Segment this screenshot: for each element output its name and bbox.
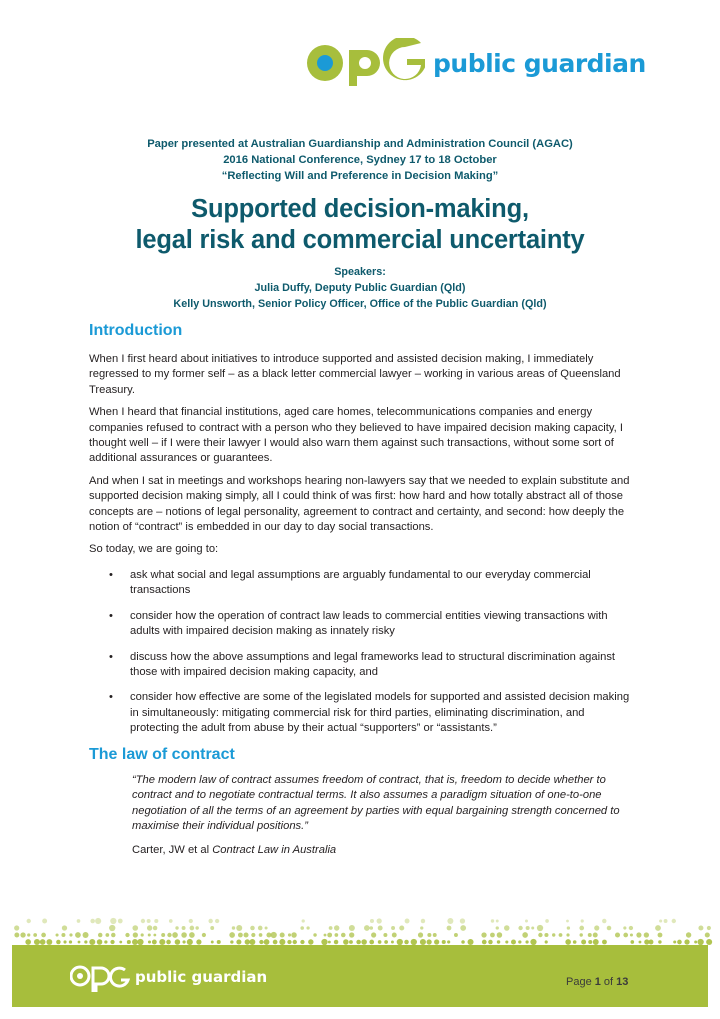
- footer-dot: [84, 940, 87, 943]
- footer-dot: [111, 933, 115, 937]
- footer-dot: [602, 919, 606, 923]
- footer-dot: [658, 933, 663, 938]
- footer-dot: [694, 941, 697, 944]
- header-logo-text: public guardian: [433, 48, 646, 78]
- footer-dot: [27, 933, 30, 936]
- footer-dot: [566, 933, 569, 936]
- footer-dot: [673, 940, 676, 943]
- footer-dot: [658, 940, 661, 943]
- footer-dot: [567, 926, 570, 929]
- footer-dot: [327, 933, 332, 938]
- footer-dot: [433, 933, 437, 937]
- footer-dot: [147, 925, 152, 930]
- footer-dot: [334, 925, 339, 930]
- footer-dot: [490, 933, 495, 938]
- footer-dot: [328, 941, 331, 944]
- footer-dot: [615, 932, 620, 937]
- footer-dot: [349, 932, 354, 937]
- footer-dot: [154, 919, 158, 923]
- footer-dot: [300, 940, 304, 944]
- footer-dot: [175, 926, 178, 929]
- footer-dot: [211, 941, 214, 944]
- footer-dot: [56, 940, 60, 944]
- footer-dot: [664, 919, 668, 923]
- footer-dot: [371, 932, 376, 937]
- footer-dot: [447, 918, 453, 924]
- footer-dot: [77, 919, 81, 923]
- footer-dot: [580, 933, 583, 936]
- footer-dot: [251, 933, 255, 937]
- footer-dot: [306, 926, 309, 929]
- footer-dot: [349, 925, 355, 931]
- footer-dot: [217, 940, 221, 944]
- bullet-icon: •: [109, 609, 113, 622]
- speakers-block: [0, 264, 720, 312]
- list-item: • discuss how the above assumptions and legal frameworks lead to structural discrimination against those with impaired decision making capacity, and: [109, 650, 616, 678]
- footer-dot: [573, 940, 577, 944]
- footer-dot: [593, 933, 598, 938]
- footer-dot: [14, 925, 19, 930]
- footer-dot: [518, 926, 522, 930]
- footer-dot: [522, 932, 528, 938]
- footer-dot: [238, 933, 243, 938]
- footer-dot: [183, 940, 186, 943]
- footer-logo-text: public guardian: [135, 968, 268, 986]
- footer-dot: [98, 933, 102, 937]
- footer-dot: [14, 933, 19, 938]
- footer-dot: [69, 933, 72, 936]
- conference-line-1: Paper presented at Australian Guardianship and Administration Council (AGAC): [147, 138, 573, 150]
- footer-dot: [623, 933, 628, 938]
- footer-dot: [182, 926, 186, 930]
- footer-dot: [460, 925, 466, 931]
- intro-heading: Introduction: [89, 322, 183, 339]
- footer-dot: [659, 919, 662, 922]
- footer-dot: [399, 925, 404, 930]
- footer-dot: [83, 932, 89, 938]
- footer-dot: [581, 940, 586, 945]
- footer-dot: [461, 940, 465, 944]
- footer-dot: [189, 919, 193, 923]
- footer-dot: [215, 919, 219, 923]
- footer-dot: [125, 933, 129, 937]
- footer-dot: [481, 932, 486, 937]
- footer-dot: [69, 940, 72, 943]
- footer-dot: [420, 926, 423, 929]
- footer-dot: [364, 925, 370, 931]
- footer-dot: [110, 918, 116, 924]
- contract-citation: Carter, JW et al Contract Law in Australia: [132, 843, 337, 856]
- footer-dot: [377, 918, 382, 923]
- header-logo: [305, 38, 646, 88]
- footer-dot: [531, 927, 534, 930]
- footer-dot: [629, 926, 633, 930]
- footer-dot: [287, 940, 291, 944]
- footer-dot: [273, 940, 278, 945]
- footer-dot: [25, 939, 31, 945]
- opg-footer-logo-icon: [70, 962, 130, 992]
- footer-dot: [378, 940, 382, 944]
- footer-dot: [525, 920, 528, 923]
- footer-dot: [118, 919, 123, 924]
- footer-dot: [602, 940, 607, 945]
- footer-dot: [447, 940, 450, 943]
- footer-dot: [313, 933, 316, 936]
- footer-dot: [42, 919, 47, 924]
- contract-quote: “The modern law of contract assumes freedom of contract, that is, freedom to decide whether to contract and to negotiate contractual terms. It also assumes a paradigm situation of one-to-one negotiation of all the terms of an agreement by parties with equal bargaining strength concerned to maximise their individual positions.”: [132, 774, 620, 833]
- footer-dot: [335, 933, 339, 937]
- footer-dot: [97, 939, 103, 945]
- bullet-icon: •: [109, 691, 113, 704]
- footer-dot: [175, 939, 181, 945]
- footer-dot: [258, 926, 263, 931]
- title-line-1: Supported decision-making,: [191, 195, 529, 223]
- footer-dot: [147, 919, 151, 923]
- footer-dot: [588, 933, 592, 937]
- footer-logo: [70, 962, 267, 992]
- speakers-label: Speakers:: [334, 266, 386, 278]
- footer-dot: [369, 926, 373, 930]
- page-number: Page 1 of 13: [566, 976, 629, 988]
- footer-dot: [447, 926, 452, 931]
- footer-dot: [148, 940, 151, 943]
- speaker-1: Julia Duffy, Deputy Public Guardian (Qld): [254, 282, 466, 294]
- footer-dot: [288, 933, 291, 936]
- footer-dot: [40, 939, 46, 945]
- list-item: • consider how the operation of contract law leads to commercial entities viewing transactions with adults with impaired decision making as innately risky: [109, 609, 608, 638]
- footer-dot: [655, 925, 661, 931]
- footer-dot: [405, 919, 410, 924]
- footer-dot: [672, 919, 676, 923]
- title-line-2: legal risk and commercial uncertainty: [135, 226, 585, 254]
- footer-dot: [141, 919, 145, 923]
- footer-dot: [607, 926, 612, 931]
- footer-dot: [505, 940, 508, 943]
- footer-dot: [707, 926, 711, 930]
- footer-dot: [250, 926, 255, 931]
- intro-paragraph-1: When I first heard about initiatives to introduce supported and assisted decision making, I immediately regressed to my former self – as a black letter commercial lawyer – working in various areas of Queensland Treasury.: [89, 353, 621, 396]
- footer-dot: [630, 940, 634, 944]
- footer-dot: [649, 940, 654, 945]
- footer-dot: [141, 933, 144, 936]
- footer-dot: [581, 919, 584, 922]
- bullet-icon: •: [109, 568, 113, 581]
- footer-dot: [383, 933, 387, 937]
- footer-dot: [418, 932, 423, 937]
- footer-dot: [56, 933, 59, 936]
- footer-dot: [525, 940, 528, 943]
- footer-dot: [544, 933, 548, 937]
- footer-dot: [75, 932, 81, 938]
- footer-dot: [538, 933, 542, 937]
- list-item: • ask what social and legal assumptions are arguably fundamental to our everyday commercial transactions: [109, 568, 591, 597]
- footer-dot: [208, 919, 212, 923]
- footer-dot: [169, 919, 173, 923]
- footer-dot: [33, 933, 37, 937]
- footer-dot: [132, 925, 138, 931]
- intro-paragraph-4: So today, we are going to:: [89, 543, 219, 556]
- intro-body: [89, 352, 631, 747]
- footer-dot: [109, 925, 115, 931]
- footer-dot: [172, 932, 178, 938]
- footer-dot: [308, 939, 313, 944]
- speaker-2: Kelly Unsworth, Senior Policy Officer, Office of the Public Guardian (Qld): [173, 298, 547, 310]
- footer-dot: [545, 919, 549, 923]
- footer-dot: [62, 925, 67, 930]
- footer-dot: [391, 941, 394, 944]
- footer-dot: [511, 940, 516, 945]
- footer-dot: [526, 926, 530, 930]
- footer-dot: [497, 940, 500, 943]
- footer-dot: [265, 926, 268, 929]
- footer-dot: [566, 920, 569, 923]
- footer-dot: [545, 940, 548, 943]
- footer-dot: [95, 918, 101, 924]
- footer-dot: [636, 932, 641, 937]
- contract-heading: The law of contract: [89, 746, 235, 763]
- footer-dot: [27, 919, 31, 923]
- conference-line-3: “Reflecting Will and Preference in Decision Making”: [221, 170, 499, 182]
- footer-dot: [189, 932, 195, 938]
- footer-dot: [369, 940, 374, 945]
- footer-dot: [110, 940, 114, 944]
- footer-dot: [488, 940, 493, 945]
- footer-dot: [630, 933, 633, 936]
- footer-dot: [705, 932, 710, 937]
- footer-dot: [588, 940, 592, 944]
- footer-dot: [343, 939, 349, 945]
- document-title: [0, 194, 720, 256]
- conference-info: [0, 136, 720, 184]
- footer-dot: [196, 939, 201, 944]
- footer-dot: [454, 933, 458, 937]
- footer-dot: [166, 940, 171, 945]
- footer-dot: [324, 934, 327, 937]
- footer-dot: [684, 939, 689, 944]
- footer-dot: [504, 925, 510, 931]
- footer-dot: [127, 940, 131, 944]
- footer-dot: [20, 932, 25, 937]
- footer-dot: [686, 932, 691, 937]
- footer-dot: [497, 932, 503, 938]
- footer-dot: [245, 939, 250, 944]
- footer-dot: [623, 926, 626, 929]
- footer-dot: [392, 933, 397, 938]
- footer-dot: [434, 939, 439, 944]
- footer-dot: [421, 919, 425, 923]
- footer-dot: [302, 919, 305, 922]
- footer-dot: [644, 932, 649, 937]
- footer-dot: [61, 933, 65, 937]
- footer-dot: [518, 940, 521, 943]
- footer-dot: [677, 940, 682, 945]
- footer-dot: [244, 932, 249, 937]
- footer-dot: [232, 926, 235, 929]
- footer-dot: [78, 941, 81, 944]
- contract-quote-block: [132, 773, 632, 865]
- intro-paragraph-3: And when I sat in meetings and workshops hearing non-lawyers say that we needed to explain substitute and supported decision making simply, all I could think of was first: how hard and how totally abstract all of those concepts are – notions of legal personality, agreement to contract and certainty, and second: how deeply the notion of “contract” is embedded in our day to day social transactions.: [89, 474, 630, 534]
- footer-dot: [195, 926, 198, 929]
- footer-dot: [152, 940, 157, 945]
- footer-dot: [552, 933, 555, 936]
- footer-dot: [167, 933, 171, 937]
- footer-dot: [442, 940, 446, 944]
- footer-dot: [349, 940, 353, 944]
- footer-dot: [356, 940, 361, 945]
- footer-dot: [496, 926, 499, 929]
- footer-dot: [236, 925, 242, 931]
- footer-dot: [370, 919, 374, 923]
- footer-dot: [63, 940, 66, 943]
- footer-dot: [153, 926, 157, 930]
- footer-dot: [202, 933, 206, 937]
- footer-dot: [391, 926, 395, 930]
- footer-dot: [427, 939, 432, 944]
- footer-dot: [104, 940, 107, 943]
- footer-dot: [300, 926, 304, 930]
- footer-dot: [361, 939, 367, 945]
- footer-dot: [404, 940, 409, 945]
- footer-dot: [496, 920, 499, 923]
- intro-bullet-list: [89, 568, 631, 737]
- footer-dot: [148, 933, 151, 936]
- footer-dot: [293, 940, 297, 944]
- footer-dot: [259, 940, 263, 944]
- footer-dot: [230, 940, 233, 943]
- footer-dot: [153, 934, 156, 937]
- footer-dot: [329, 926, 333, 930]
- footer-dot: [90, 919, 95, 924]
- footer-dot: [537, 925, 543, 931]
- footer-dot: [161, 933, 165, 937]
- footer-dot: [579, 926, 584, 931]
- footer-dot: [41, 933, 46, 938]
- footer-dot: [698, 925, 703, 930]
- opg-logo-icon: [305, 38, 425, 88]
- conference-line-2: 2016 National Conference, Sydney 17 to 18 October: [223, 154, 497, 166]
- footer-dot: [190, 926, 195, 931]
- footer-dot: [236, 939, 241, 944]
- footer-dot: [181, 932, 187, 938]
- footer-dot: [105, 933, 109, 937]
- footer-dot: [133, 932, 138, 937]
- footer-dot: [482, 940, 487, 945]
- footer-dot: [378, 926, 383, 931]
- footer-dot: [291, 932, 296, 937]
- footer-dot: [594, 925, 599, 930]
- intro-paragraph-2: When I heard that financial institutions, aged care homes, telecommunications companies and energy companies refused to contract with a person who they believed to have impaired decision making capacity, I thought well – if I were their lawyer I would also warn them against such transactions, without some sort of additional assurances or guarantees.: [89, 406, 623, 465]
- footer-dot: [384, 940, 388, 944]
- footer-dot: [559, 933, 563, 937]
- footer-dot: [119, 941, 122, 944]
- footer-dot: [229, 932, 235, 938]
- footer-dot: [334, 940, 338, 944]
- footer-dot: [341, 933, 346, 938]
- footer-dot: [639, 941, 642, 944]
- footer-dot: [271, 932, 277, 938]
- footer-dot: [460, 918, 465, 923]
- footer-dot: [491, 919, 494, 922]
- footer-dot: [210, 926, 214, 930]
- footer-dot: [565, 939, 571, 945]
- list-item: • consider how effective are some of the legislated models for supported and assisted decision making in simultaneously: mitigating commercial risk for third parties, eliminating discrimination, and protecting the adult from abuse by their actual “supporters” or “assistants.”: [109, 691, 630, 735]
- footer-dot: [427, 933, 431, 937]
- footer-dot: [259, 933, 263, 937]
- footer-dot: [280, 932, 285, 937]
- bullet-icon: •: [109, 650, 113, 663]
